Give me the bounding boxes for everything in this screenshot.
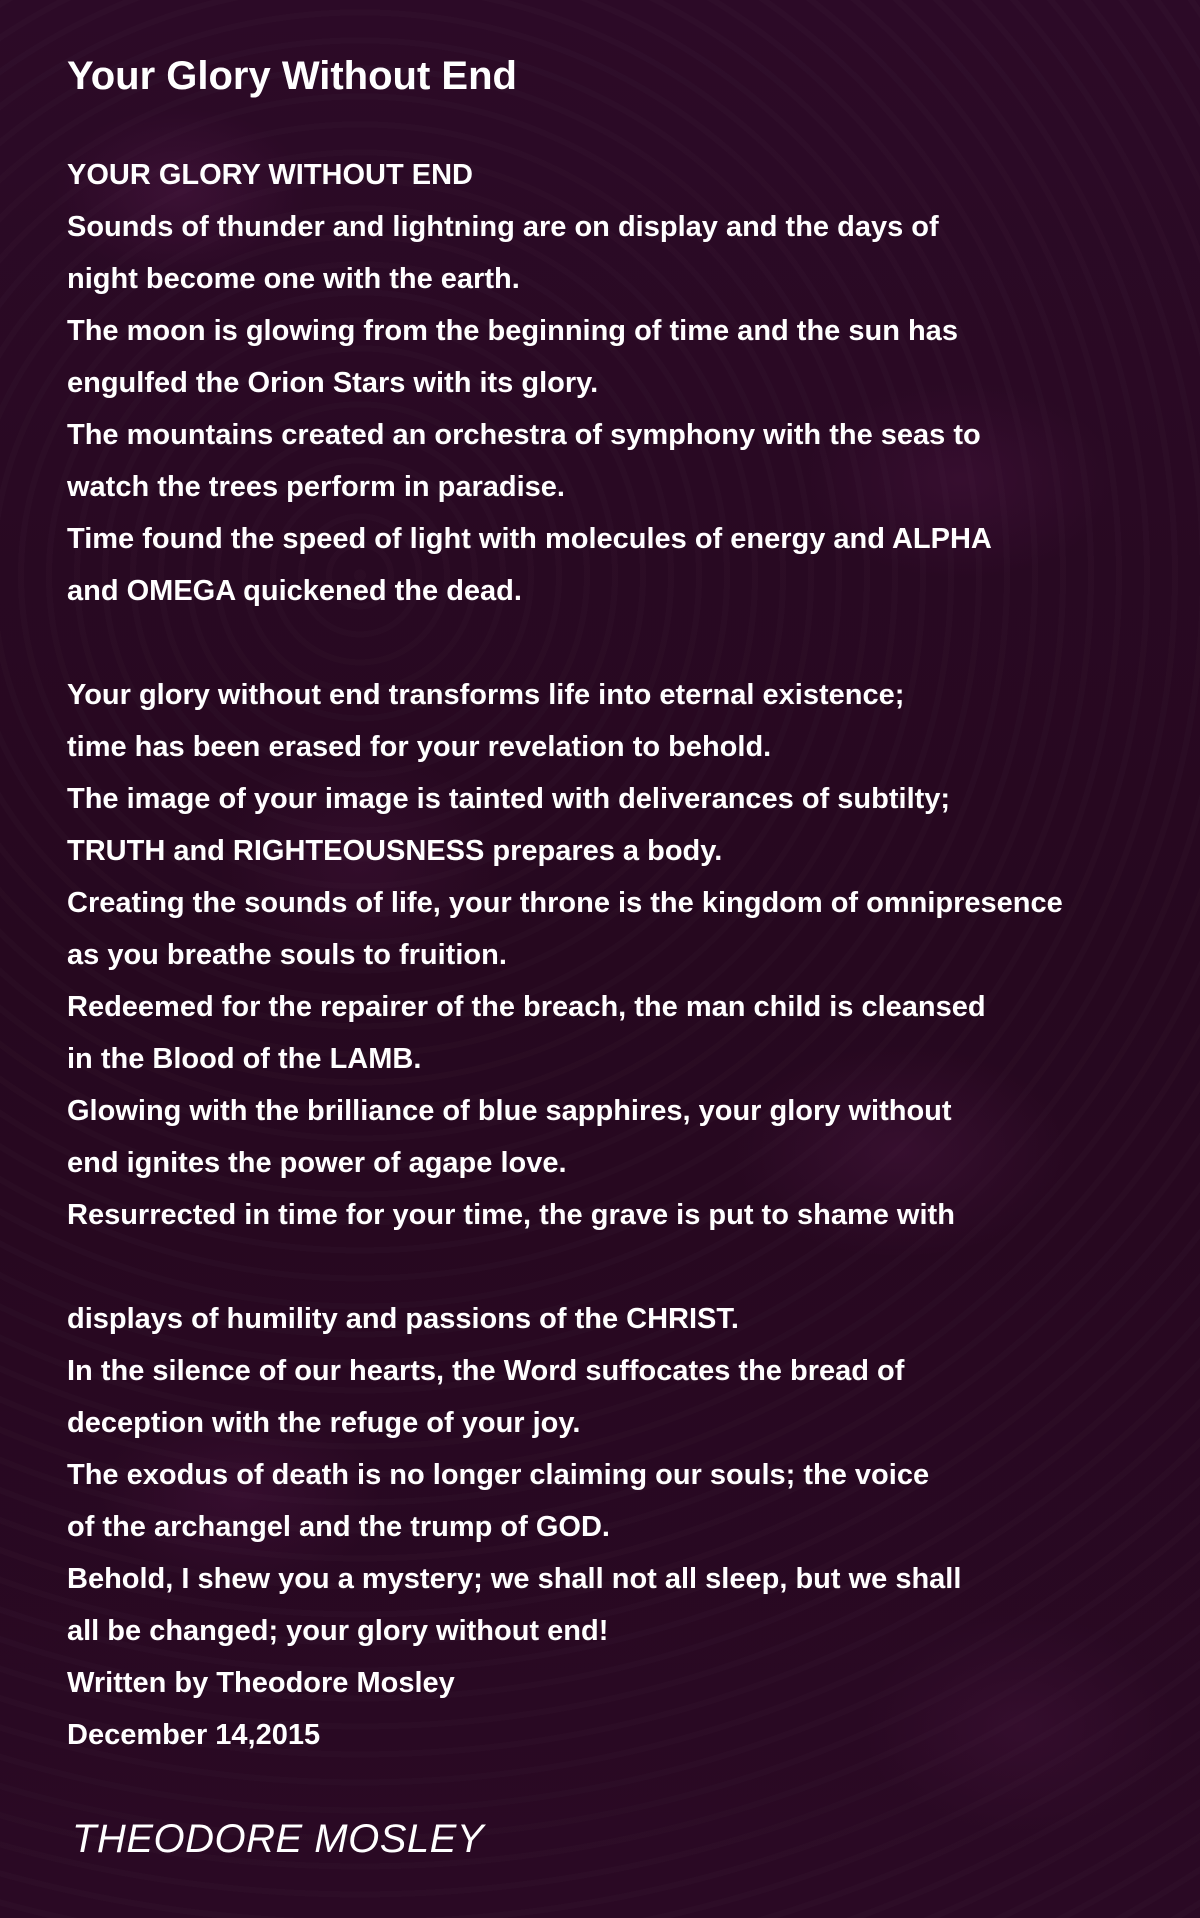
poem-line: Creating the sounds of life, your throne is the kingdom of omnipresence [67, 887, 1063, 919]
poem-line: displays of humility and passions of the CHRIST. [67, 1303, 739, 1335]
poem-line: end ignites the power of agape love. [67, 1147, 567, 1179]
poem-line: Your glory without end transforms life into eternal existence; [67, 679, 905, 711]
stanza-break [67, 1241, 1192, 1293]
poem-line: The mountains created an orchestra of symphony with the seas to [67, 419, 981, 451]
poem-line: and OMEGA quickened the dead. [67, 575, 522, 607]
poem-title: Your Glory Without End [67, 54, 517, 98]
poem-line: watch the trees perform in paradise. [67, 471, 565, 503]
poem-body [67, 149, 1192, 1761]
poem-line: of the archangel and the trump of GOD. [67, 1511, 610, 1543]
date-line: December 14,2015 [67, 1719, 321, 1751]
poem-line: Redeemed for the repairer of the breach, the man child is cleansed [67, 991, 986, 1023]
poem-line: Resurrected in time for your time, the grave is put to shame with [67, 1199, 955, 1231]
poem-line: Time found the speed of light with molecules of energy and ALPHA [67, 523, 992, 555]
poem-line: Behold, I shew you a mystery; we shall not all sleep, but we shall [67, 1563, 962, 1595]
poem-line: engulfed the Orion Stars with its glory. [67, 367, 599, 399]
poem-line: night become one with the earth. [67, 263, 520, 295]
poem-line: in the Blood of the LAMB. [67, 1043, 422, 1075]
poem-line: YOUR GLORY WITHOUT END [67, 159, 473, 191]
poem-line: deception with the refuge of your joy. [67, 1407, 581, 1439]
poem-line: all be changed; your glory without end! [67, 1615, 609, 1647]
poem-line: The image of your image is tainted with deliverances of subtilty; [67, 783, 951, 815]
author-name: THEODORE MOSLEY [72, 1817, 485, 1861]
poem-line: The moon is glowing from the beginning of time and the sun has [67, 315, 958, 347]
poem-line: Glowing with the brilliance of blue sapphires, your glory without [67, 1095, 952, 1127]
poem-line: Sounds of thunder and lightning are on display and the days of [67, 211, 939, 243]
poem-line: time has been erased for your revelation to behold. [67, 731, 772, 763]
poem-line: In the silence of our hearts, the Word suffocates the bread of [67, 1355, 905, 1387]
poem-line: TRUTH and RIGHTEOUSNESS prepares a body. [67, 835, 723, 867]
written-by-line: Written by Theodore Mosley [67, 1667, 455, 1699]
poem-line: as you breathe souls to fruition. [67, 939, 507, 971]
poem-line: The exodus of death is no longer claiming our souls; the voice [67, 1459, 930, 1491]
stanza-break [67, 617, 1192, 669]
